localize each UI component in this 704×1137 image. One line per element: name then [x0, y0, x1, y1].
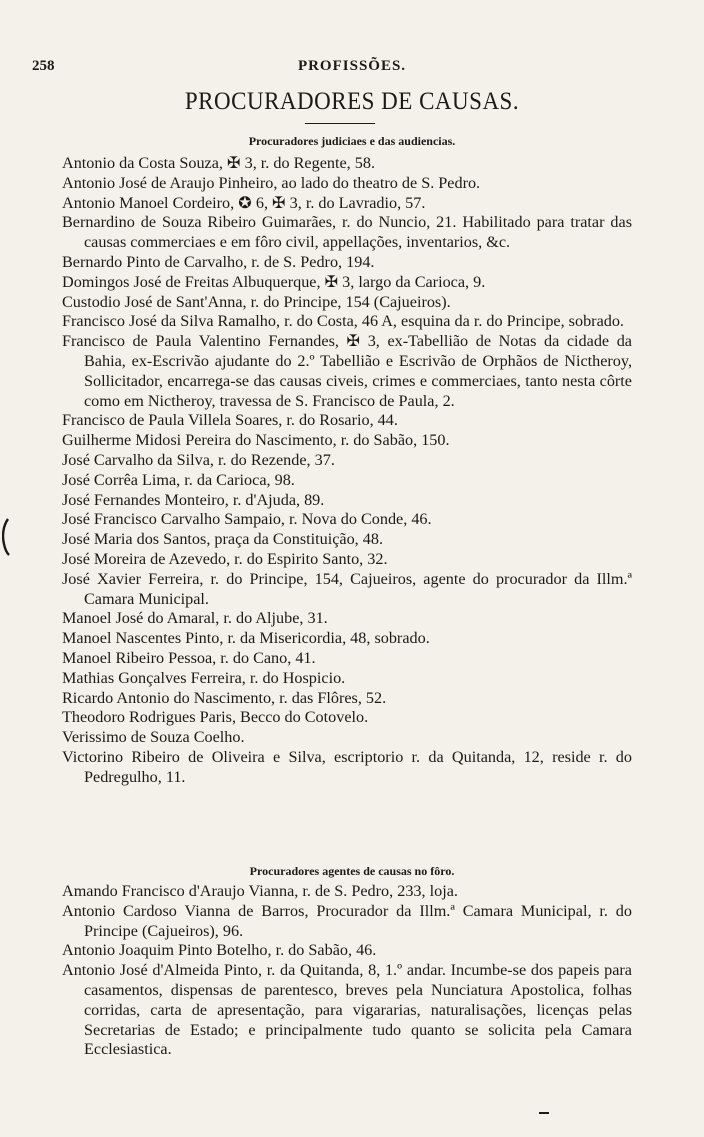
list-item: José Xavier Ferreira, r. do Principe, 154, Cajueiros, agente do procurador da Illm.ª Camara Municipal. [62, 569, 632, 608]
section-heading-agentes: Procuradores agentes de causas no fôro. [249, 864, 455, 878]
margin-ink-mark [2, 518, 10, 556]
list-item: José Maria dos Santos, praça da Constituição, 48. [62, 530, 383, 549]
list-item: Verissimo de Souza Coelho. [62, 728, 245, 747]
list-item: Domingos José de Freitas Albuquerque, ✠ 3, largo da Carioca, 9. [62, 272, 486, 291]
list-item: Antonio Manoel Cordeiro, ✪ 6, ✠ 3, r. do Lavradio, 57. [62, 193, 426, 212]
list-item: Francisco de Paula Villela Soares, r. do Rosario, 44. [62, 411, 398, 430]
list-item: Antonio Joaquim Pinto Botelho, r. do Sabão, 46. [62, 941, 377, 960]
list-item: Antonio José de Araujo Pinheiro, ao lado do theatro de S. Pedro. [62, 173, 481, 192]
running-header [32, 58, 672, 82]
title-rule [305, 123, 375, 124]
list-item: Custodio José de Sant'Anna, r. do Principe, 154 (Cajueiros). [62, 292, 451, 311]
list-item: Antonio José d'Almeida Pinto, r. da Quitanda, 8, 1.º andar. Incumbe-se dos papeis para casamentos, dispensas de parentesco, breves pela Nunciatura Apostolica, folhas corridas, carta de apresentação, para vigararias, naturalisações, licenças pelas Secretarias de Estado; e principalmente tudo quanto se solicita pela Camara Ecclesiastica. [62, 961, 632, 1059]
list-item: Amando Francisco d'Araujo Vianna, r. de S. Pedro, 233, loja. [62, 882, 458, 900]
page-number: 258 [32, 58, 55, 74]
list-item: José Corrêa Lima, r. da Carioca, 98. [62, 470, 295, 489]
list-item: Francisco de Paula Valentino Fernandes, ✠ 3, ex-Tabellião de Notas da cidade da Bahia, ex-Escrivão ajudante do 2.º Tabellião e Escrivão de Orphãos de Nictheroy, Sollicitador, encarrega-se das causas civeis, crimes e commerciaes, tanto nesta côrte como em Nictheroy, travessa de S. Francisco de Paula, 2. [62, 332, 632, 410]
list-item: Manoel José do Amaral, r. do Aljube, 31. [62, 609, 328, 628]
list-item: José Fernandes Monteiro, r. d'Ajuda, 89. [62, 490, 325, 509]
list-item: Bernardino de Souza Ribeiro Guimarães, r. do Nuncio, 21. Habilitado para tratar das causas commerciaes e em fôro civil, appellações, inventarios, &c. [62, 213, 632, 252]
list-item: Antonio da Costa Souza, ✠ 3, r. do Regente, 58. [62, 154, 375, 172]
list-item: Francisco José da Silva Ramalho, r. do Costa, 46 A, esquina da r. do Principe, sobrado. [62, 312, 624, 331]
list-item: Manoel Ribeiro Pessoa, r. do Cano, 41. [62, 648, 316, 667]
list-item: José Carvalho da Silva, r. do Rezende, 37. [62, 450, 335, 469]
footer-dash-mark [539, 1112, 549, 1114]
list-item: José Moreira de Azevedo, r. do Espirito Santo, 32. [62, 549, 388, 568]
section-heading-judiciaes: Procuradores judiciaes e das audiencias. [248, 134, 456, 148]
entry-list-agentes [62, 882, 632, 1060]
list-item: Guilherme Midosi Pereira do Nascimento, r. do Sabão, 150. [62, 431, 450, 450]
running-title: PROFISSÕES. [297, 58, 407, 74]
entry-list-judiciaes [62, 154, 632, 788]
list-item: José Francisco Carvalho Sampaio, r. Nova do Conde, 46. [62, 510, 432, 529]
list-item: Theodoro Rodrigues Paris, Becco do Cotovelo. [62, 708, 369, 727]
list-item: Manoel Nascentes Pinto, r. da Misericordia, 48, sobrado. [62, 629, 430, 648]
list-item: Ricardo Antonio do Nascimento, r. das Flôres, 52. [62, 688, 387, 707]
list-item: Antonio Cardoso Vianna de Barros, Procurador da Illm.ª Camara Municipal, r. do Principe (Cajueiros), 96. [62, 901, 632, 940]
list-item: Victorino Ribeiro de Oliveira e Silva, escriptorio r. da Quitanda, 12, reside r. do Pedregulho, 11. [62, 747, 632, 786]
list-item: Bernardo Pinto de Carvalho, r. de S. Pedro, 194. [62, 252, 375, 271]
list-item: Mathias Gonçalves Ferreira, r. do Hospicio. [62, 668, 346, 687]
page-title: PROCURADORES DE CAUSAS. [184, 86, 520, 115]
